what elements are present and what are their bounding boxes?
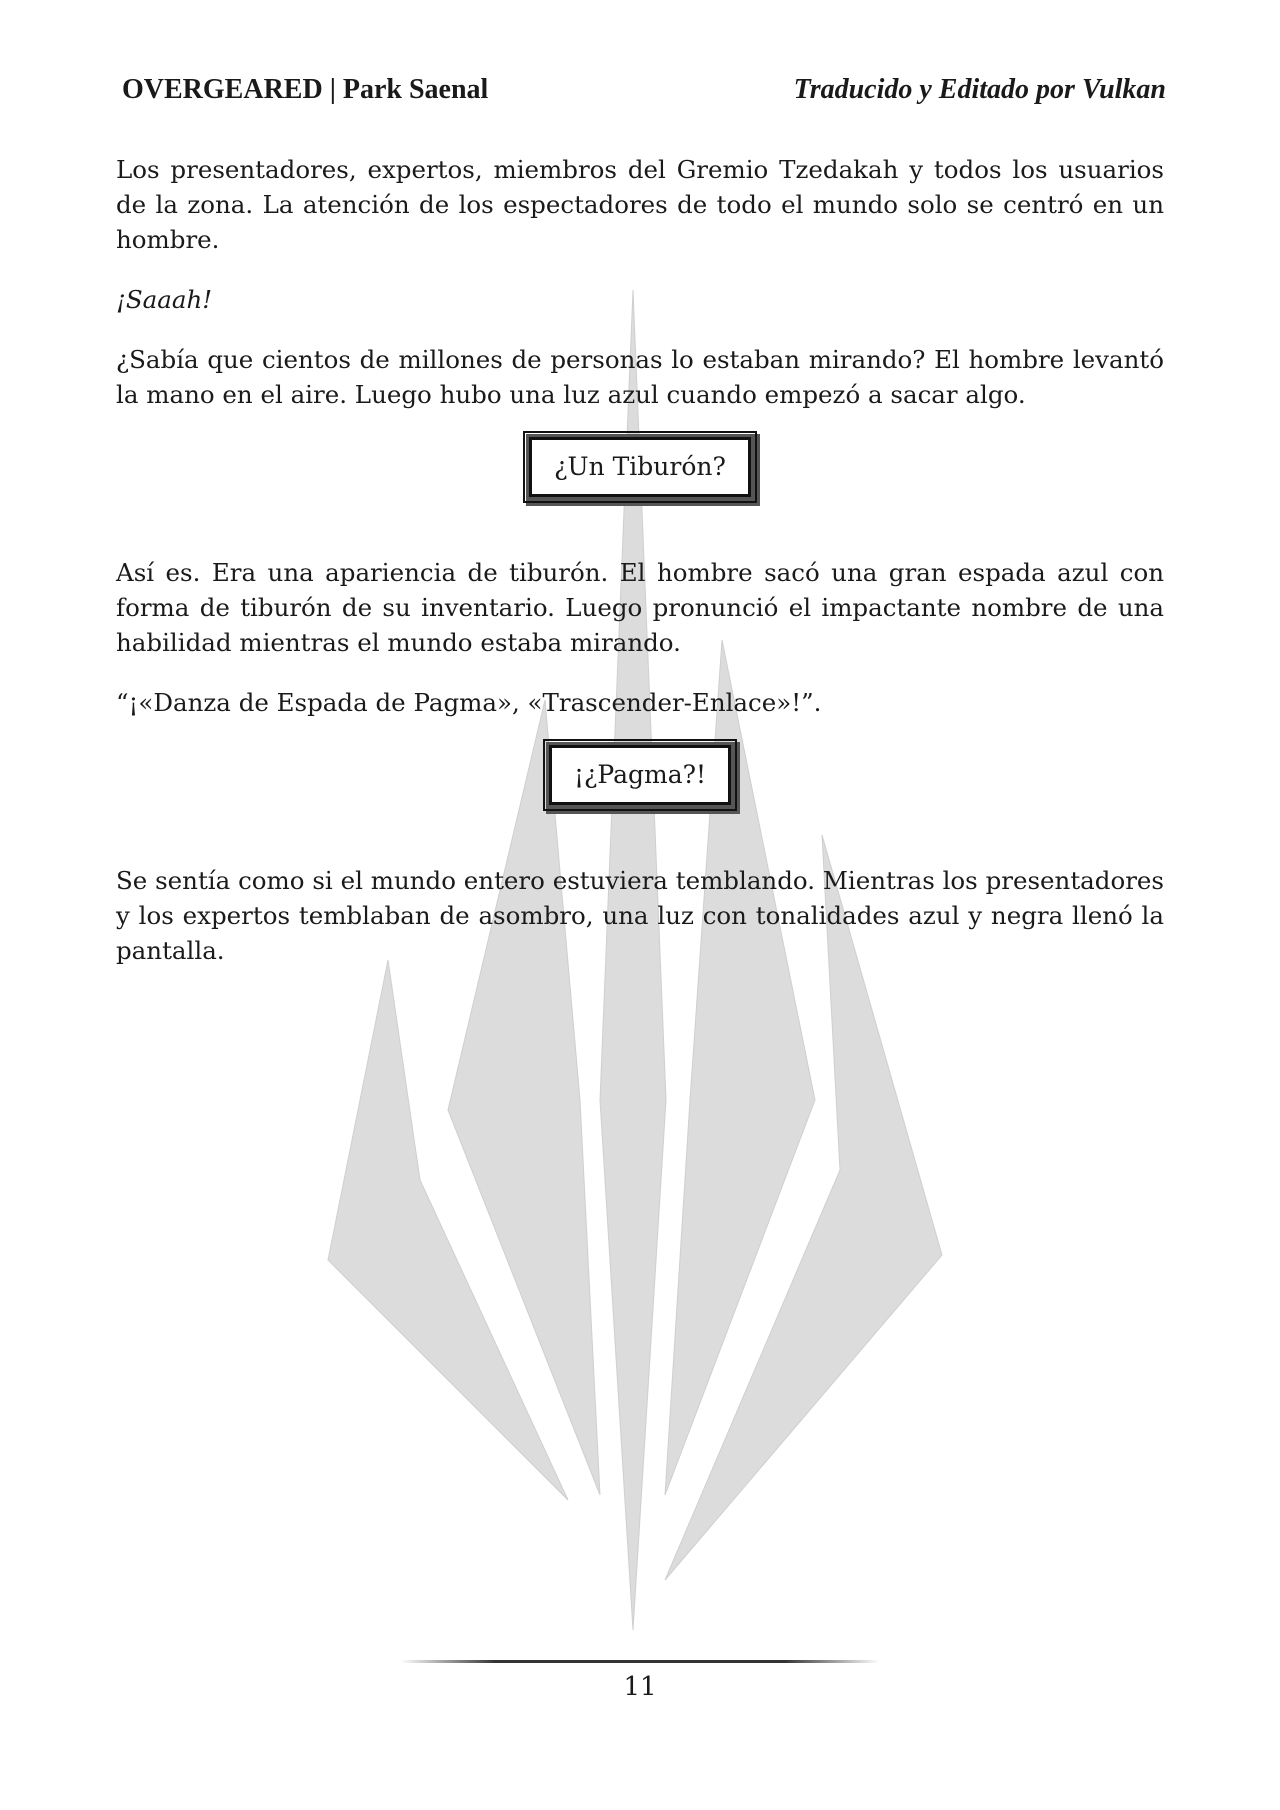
- dialogue-box-pagma: ¡¿Pagma?!: [549, 745, 731, 805]
- paragraph-5-quote: “¡«Danza de Espada de Pagma», «Trascender-Enlace»!”.: [116, 688, 822, 717]
- page-number: 11: [623, 1672, 657, 1702]
- sound-effect-text: ¡Saaah!: [116, 285, 213, 314]
- dialogue-box-wrapper-2: [116, 745, 1164, 823]
- translator-credit: Traducido y Editado por Vulkan: [793, 74, 1166, 105]
- paragraph-6: Se sentía como si el mundo entero estuviera temblando. Mientras los presentadores y los expertos temblaban de asombro, una luz con tonalidades azul y negra llenó la pantalla.: [116, 866, 1164, 965]
- paragraph-3: ¿Sabía que cientos de millones de personas lo estaban mirando? El hombre levantó la mano en el aire. Luego hubo una luz azul cuando empezó a sacar algo.: [116, 345, 1164, 409]
- footer-divider: [400, 1660, 880, 1663]
- book-title: OVERGEARED | Park Saenal: [122, 74, 489, 105]
- dialogue-box-wrapper-1: [116, 437, 1164, 515]
- paragraph-4: Así es. Era una apariencia de tiburón. El hombre sacó una gran espada azul con forma de tiburón de su inventario. Luego pronunció el impactante nombre de una habilidad mientras el mundo estaba mirando.: [116, 558, 1164, 657]
- page-header: [122, 74, 1166, 114]
- page-content: [116, 152, 1164, 993]
- paragraph-1: Los presentadores, expertos, miembros del Gremio Tzedakah y todos los usuarios de la zona. La atención de los espectadores de todo el mundo solo se centró en un hombre.: [116, 155, 1164, 254]
- dialogue-box-tiburon: ¿Un Tiburón?: [529, 437, 751, 497]
- page-footer: [0, 1660, 1280, 1705]
